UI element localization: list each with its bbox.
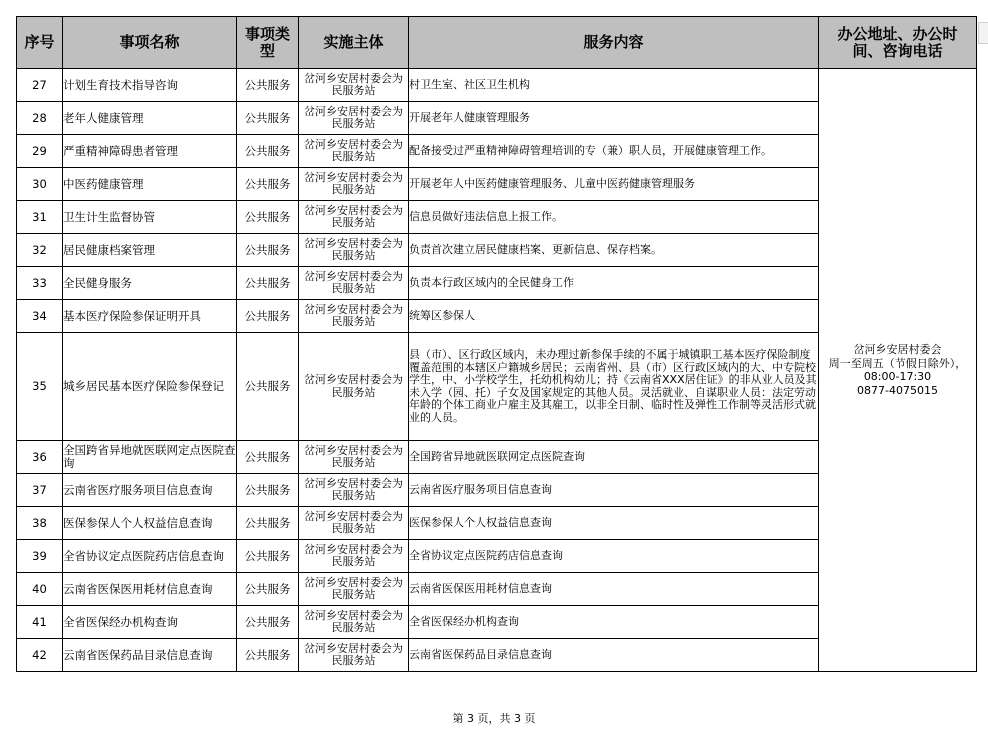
header-row bbox=[17, 17, 977, 69]
row-org: 岔河乡安居村委会为民服务站 bbox=[299, 573, 409, 606]
row-item-name: 全国跨省异地就医联网定点医院查询 bbox=[63, 441, 237, 474]
row-service: 开展老年人中医药健康管理服务、儿童中医药健康管理服务 bbox=[409, 168, 819, 201]
row-service: 云南省医疗服务项目信息查询 bbox=[409, 474, 819, 507]
row-service: 县（市）、区行政区域内，未办理过新参保手续的不属于城镇职工基本医疗保险制度覆盖范围的本辖区户籍城乡居民；云南省州、县（市）区行政区域内的大、中专院校学生，中、小学校学生，托幼机构幼儿；持《云南省XXX居住证》的非从业人员及其未入学（园、托）子女及国家规定的其他人员。灵活就业、自谋职业人员：法定劳动年龄的个体工商业户雇主及其雇工，以非全日制、临时性及弹性工作制等灵活形式就业的人员。 bbox=[409, 333, 819, 441]
row-service: 医保参保人个人权益信息查询 bbox=[409, 507, 819, 540]
row-item-name: 老年人健康管理 bbox=[63, 102, 237, 135]
header-office: 办公地址、办公时间、咨询电话 bbox=[819, 17, 977, 69]
row-service: 负责首次建立居民健康档案、更新信息、保存档案。 bbox=[409, 234, 819, 267]
row-item-type: 公共服务 bbox=[237, 474, 299, 507]
header-item-type: 事项类型 bbox=[237, 17, 299, 69]
row-item-type: 公共服务 bbox=[237, 333, 299, 441]
row-item-name: 云南省医疗服务项目信息查询 bbox=[63, 474, 237, 507]
row-item-name: 云南省医保药品目录信息查询 bbox=[63, 639, 237, 672]
row-item-type: 公共服务 bbox=[237, 135, 299, 168]
row-item-name: 全民健身服务 bbox=[63, 267, 237, 300]
row-org: 岔河乡安居村委会为民服务站 bbox=[299, 333, 409, 441]
row-item-type: 公共服务 bbox=[237, 507, 299, 540]
office-info-cell bbox=[819, 69, 977, 672]
row-no: 29 bbox=[17, 135, 63, 168]
row-org: 岔河乡安居村委会为民服务站 bbox=[299, 102, 409, 135]
row-no: 37 bbox=[17, 474, 63, 507]
row-no: 28 bbox=[17, 102, 63, 135]
row-item-name: 云南省医保医用耗材信息查询 bbox=[63, 573, 237, 606]
header-item-name: 事项名称 bbox=[63, 17, 237, 69]
row-no: 27 bbox=[17, 69, 63, 102]
row-item-name: 严重精神障碍患者管理 bbox=[63, 135, 237, 168]
row-org: 岔河乡安居村委会为民服务站 bbox=[299, 300, 409, 333]
row-item-type: 公共服务 bbox=[237, 234, 299, 267]
row-service: 云南省医保医用耗材信息查询 bbox=[409, 573, 819, 606]
row-no: 32 bbox=[17, 234, 63, 267]
row-item-type: 公共服务 bbox=[237, 441, 299, 474]
row-item-type: 公共服务 bbox=[237, 300, 299, 333]
row-service: 云南省医保药品目录信息查询 bbox=[409, 639, 819, 672]
row-service: 统筹区参保人 bbox=[409, 300, 819, 333]
row-item-type: 公共服务 bbox=[237, 69, 299, 102]
row-item-name: 全省协议定点医院药店信息查询 bbox=[63, 540, 237, 573]
office-info-line2: 周一至周五（节假日除外），08:00-17:30 bbox=[828, 356, 967, 383]
row-org: 岔河乡安居村委会为民服务站 bbox=[299, 135, 409, 168]
row-org: 岔河乡安居村委会为民服务站 bbox=[299, 234, 409, 267]
row-service: 负责本行政区域内的全民健身工作 bbox=[409, 267, 819, 300]
row-item-type: 公共服务 bbox=[237, 573, 299, 606]
header-org: 实施主体 bbox=[299, 17, 409, 69]
row-service: 全国跨省异地就医联网定点医院查询 bbox=[409, 441, 819, 474]
row-no: 33 bbox=[17, 267, 63, 300]
page-footer: 第 3 页，共 3 页 bbox=[452, 712, 536, 725]
header-service: 服务内容 bbox=[409, 17, 819, 69]
row-org: 岔河乡安居村委会为民服务站 bbox=[299, 606, 409, 639]
row-service: 村卫生室、社区卫生机构 bbox=[409, 69, 819, 102]
row-service: 开展老年人健康管理服务 bbox=[409, 102, 819, 135]
row-no: 36 bbox=[17, 441, 63, 474]
header-no: 序号 bbox=[17, 17, 63, 69]
office-info-line1: 岔河乡安居村委会 bbox=[853, 343, 942, 356]
row-org: 岔河乡安居村委会为民服务站 bbox=[299, 639, 409, 672]
row-org: 岔河乡安居村委会为民服务站 bbox=[299, 168, 409, 201]
row-item-type: 公共服务 bbox=[237, 606, 299, 639]
service-table bbox=[16, 16, 977, 672]
row-item-type: 公共服务 bbox=[237, 102, 299, 135]
row-no: 40 bbox=[17, 573, 63, 606]
row-org: 岔河乡安居村委会为民服务站 bbox=[299, 201, 409, 234]
row-org: 岔河乡安居村委会为民服务站 bbox=[299, 267, 409, 300]
table-body bbox=[17, 69, 977, 672]
row-item-name: 全省医保经办机构查询 bbox=[63, 606, 237, 639]
row-no: 38 bbox=[17, 507, 63, 540]
row-no: 31 bbox=[17, 201, 63, 234]
row-item-type: 公共服务 bbox=[237, 267, 299, 300]
row-item-type: 公共服务 bbox=[237, 168, 299, 201]
row-org: 岔河乡安居村委会为民服务站 bbox=[299, 474, 409, 507]
row-no: 39 bbox=[17, 540, 63, 573]
row-service: 全省协议定点医院药店信息查询 bbox=[409, 540, 819, 573]
row-no: 30 bbox=[17, 168, 63, 201]
row-item-type: 公共服务 bbox=[237, 639, 299, 672]
row-item-name: 医保参保人个人权益信息查询 bbox=[63, 507, 237, 540]
row-service: 全省医保经办机构查询 bbox=[409, 606, 819, 639]
row-no: 41 bbox=[17, 606, 63, 639]
edge-tab bbox=[978, 22, 988, 44]
row-service: 配备接受过严重精神障碍管理培训的专（兼）职人员，开展健康管理工作。 bbox=[409, 135, 819, 168]
row-no: 42 bbox=[17, 639, 63, 672]
row-service: 信息员做好违法信息上报工作。 bbox=[409, 201, 819, 234]
row-item-name: 居民健康档案管理 bbox=[63, 234, 237, 267]
row-item-name: 城乡居民基本医疗保险参保登记 bbox=[63, 333, 237, 441]
row-item-name: 基本医疗保险参保证明开具 bbox=[63, 300, 237, 333]
row-org: 岔河乡安居村委会为民服务站 bbox=[299, 441, 409, 474]
row-org: 岔河乡安居村委会为民服务站 bbox=[299, 507, 409, 540]
row-item-name: 中医药健康管理 bbox=[63, 168, 237, 201]
row-item-type: 公共服务 bbox=[237, 540, 299, 573]
row-org: 岔河乡安居村委会为民服务站 bbox=[299, 69, 409, 102]
row-no: 35 bbox=[17, 333, 63, 441]
row-item-name: 卫生计生监督协管 bbox=[63, 201, 237, 234]
row-no: 34 bbox=[17, 300, 63, 333]
row-item-type: 公共服务 bbox=[237, 201, 299, 234]
office-info-line3: 0877-4075015 bbox=[857, 383, 938, 397]
row-org: 岔河乡安居村委会为民服务站 bbox=[299, 540, 409, 573]
row-item-name: 计划生育技术指导咨询 bbox=[63, 69, 237, 102]
table-row bbox=[17, 69, 977, 102]
